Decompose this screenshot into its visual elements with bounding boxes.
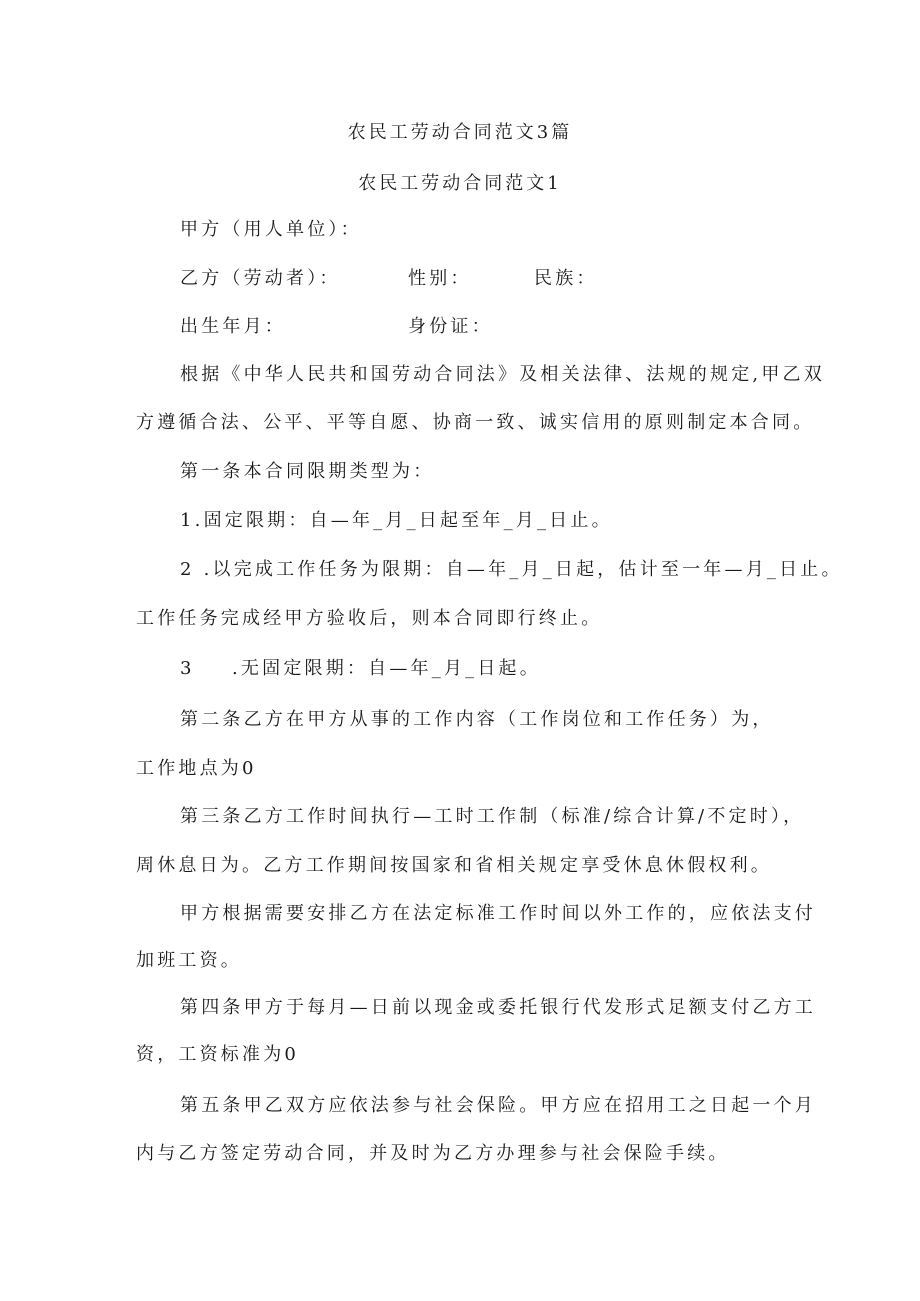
article-5-line-2: 内与乙方签定劳动合同，并及时为乙方办理参与社会保险手续。 — [136, 1143, 730, 1164]
overtime-line-1: 甲方根据需要安排乙方在法定标准工作时间以外工作的，应依法支付 — [180, 903, 816, 924]
intro-line-2: 方遵循合法、公平、平等自愿、协商一致、诚实信用的原则制定本合同。 — [136, 412, 815, 433]
overtime-line-2: 加班工资。 — [136, 950, 242, 971]
party-a-label: 甲方（用人单位）： — [180, 219, 362, 240]
article-3-line-1: 第三条乙方工作时间执行—工时工作制（标准/综合计算/不定时）， — [180, 806, 805, 827]
ethnicity-label: 民族： — [534, 268, 598, 289]
article-4-line-2: 资，工资标准为0 — [136, 1044, 300, 1065]
article-1-item-3-text: .无固定限期：自—年_月_日起。 — [232, 658, 541, 679]
birth-date-label: 出生年月： — [180, 316, 286, 337]
article-1-item-2-line-2: 工作任务完成经甲方验收后，则本合同即行终止。 — [136, 608, 603, 629]
article-5-line-1: 第五条甲乙双方应依法参与社会保险。甲方应在招用工之日起一个月 — [180, 1095, 816, 1116]
gender-label: 性别： — [408, 268, 472, 289]
article-2-line-1: 第二条乙方在甲方从事的工作内容（工作岗位和工作任务）为， — [180, 709, 774, 730]
article-4-line-1: 第四条甲方于每月—日前以现金或委托银行代发形式足额支付乙方工 — [180, 997, 816, 1018]
article-1-item-3-number: 3 — [180, 658, 195, 679]
article-2-line-2: 工作地点为0 — [136, 758, 257, 779]
article-3-line-2: 周休息日为。乙方工作期间按国家和省相关规定享受休息休假权利。 — [136, 855, 772, 876]
article-1-heading: 第一条本合同限期类型为： — [180, 461, 435, 482]
article-1-item-2-line-1: 2 .以完成工作任务为限期：自—年_月_日起，估计至一年—月_日止。 — [180, 559, 843, 580]
party-b-label: 乙方（劳动者）： — [180, 268, 341, 289]
article-1-item-1: 1.固定限期：自—年_月_日起至年_月_日止。 — [180, 510, 613, 531]
id-card-label: 身份证： — [408, 316, 493, 337]
document-subtitle: 农民工劳动合同范文1 — [358, 173, 562, 194]
document-title: 农民工劳动合同范文3篇 — [347, 122, 573, 143]
intro-line-1: 根据《中华人民共和国劳动合同法》及相关法律、法规的规定,甲乙双 — [180, 364, 825, 385]
